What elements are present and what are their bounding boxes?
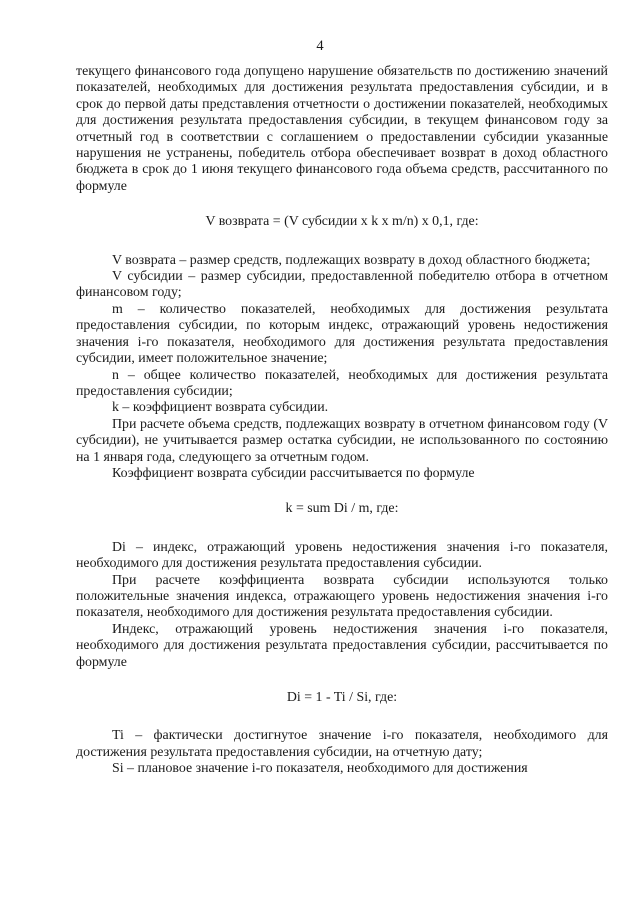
paragraph-index-intro: Индекс, отражающий уровень недостижения значения i-го показателя, необходимого для достижения результата предоставления субсидии, рассчитывается по формуле (76, 621, 608, 670)
definition-k: k – коэффициент возврата субсидии. (112, 400, 329, 416)
page-number: 4 (316, 38, 324, 54)
definition-si: Si – плановое значение i-го показателя, необходимого для достижения (112, 761, 528, 777)
definition-m: m – количество показателей, необходимых для достижения результата предоставления субсидии, по которым индекс, отражающий уровень недостижения значения i-го показателя, необходимого для достижения результата предоставления субсидии, имеет положительное значение; (76, 301, 608, 367)
paragraph-positive-values: При расчете коэффициента возврата субсидии используются только положительные значения индекса, отражающего уровень недостижения значения i-го показателя, необходимого для достижения результата предоставления субсидии. (76, 572, 608, 621)
definition-v-subsidy: V субсидии – размер субсидии, предоставленной победителю отбора в отчетном финансовом году; (76, 269, 608, 301)
definition-di: Di – индекс, отражающий уровень недостижения значения i-го показателя, необходимого для достижения результата предоставления субсидии. (76, 539, 608, 572)
paragraph-coefficient-intro: Коэффициент возврата субсидии рассчитывается по формуле (112, 465, 475, 481)
document-body (76, 64, 608, 778)
paragraph-remainder-note: При расчете объема средств, подлежащих возврату в отчетном финансовом году (V субсидии), не учитывается размер остатка субсидии, не использованного по состоянию на 1 января года, следующего за отчетным годом. (76, 416, 608, 465)
definition-ti: Ti – фактически достигнутое значение i-го показателя, необходимого для достижения результата предоставления субсидии, на отчетную дату; (76, 728, 608, 760)
paragraph-continuation: текущего финансового года допущено нарушение обязательств по достижению значений показателей, необходимых для достижения результата предоставления субсидии, и в срок до первой даты представления отчетности о достижении показателей, необходимых для достижения результата предоставления субсидии, в текущем финансовом году за отчетный год в соответствии с соглашением о предоставлении субсидии указанные нарушения не устранены, победитель отбора обеспечивает возврат в доход областного бюджета в срок до 1 июня текущего финансового года объема средств, рассчитанного по формуле (76, 64, 608, 194)
formula-v-return: V возврата = (V субсидии x k x m/n) x 0,1, где: (205, 214, 479, 230)
definition-n: n – общее количество показателей, необходимых для достижения результата предоставления субсидии; (76, 367, 608, 399)
definition-v-return: V возврата – размер средств, подлежащих возврату в доход областного бюджета; (112, 252, 591, 268)
formula-di: Di = 1 - Ti / Si, где: (286, 690, 398, 705)
formula-k: k = sum Di / m, где: (285, 501, 399, 517)
